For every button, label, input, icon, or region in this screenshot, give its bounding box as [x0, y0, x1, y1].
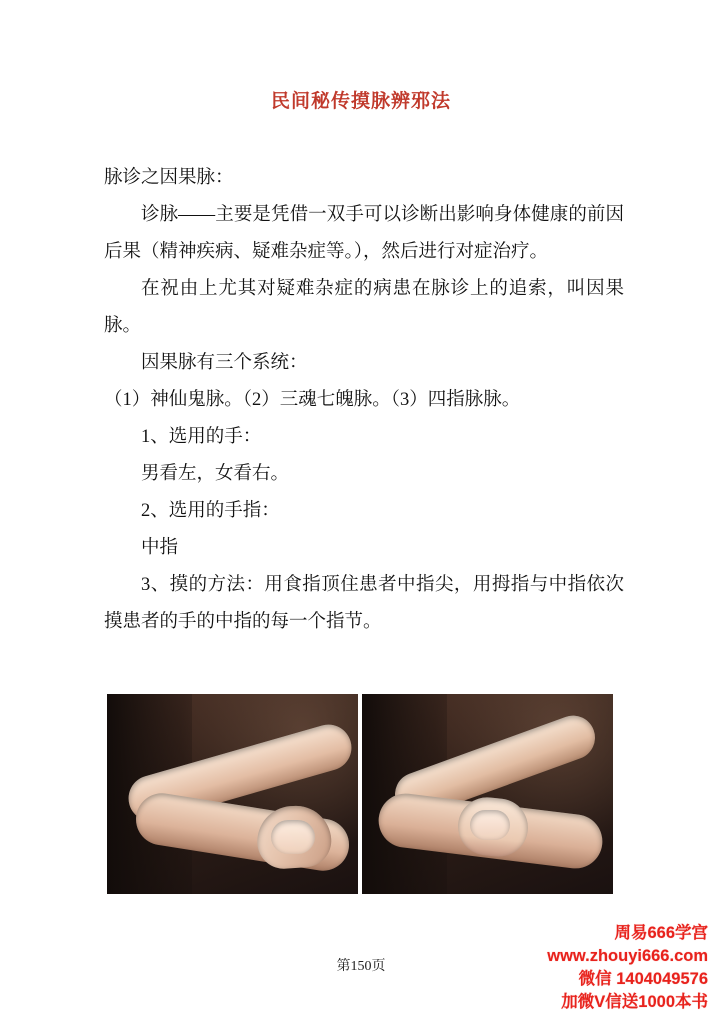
paragraph-6: 1、选用的手：: [141, 427, 262, 447]
watermark-line-website: www.zhouyi666.com: [547, 947, 708, 965]
watermark: [547, 922, 708, 1014]
page-title: 民间秘传摸脉辨邪法: [270, 91, 451, 112]
paragraph-4: 因果脉有三个系统：: [141, 353, 308, 373]
fingernail-right: [470, 810, 510, 840]
paragraph-7: 男看左，女看右。: [141, 464, 290, 484]
illustration-figure: [107, 694, 613, 894]
paragraph-3: 在祝由上尤其对疑难杂症的病患在脉诊上的追索，叫因果脉。: [104, 279, 624, 336]
paragraph-1: 脉诊之因果脉：: [104, 168, 234, 188]
hand-pulse-demo-photo-right: [362, 694, 613, 894]
paragraph-10: 3、摸的方法：用食指顶住患者中指尖，用拇指与中指依次摸患者的手的中指的每一个指节。: [104, 575, 624, 632]
fingernail-left: [271, 820, 315, 854]
paragraph-9: 中指: [141, 538, 179, 558]
watermark-line-promo: 加微V信送1000本书: [561, 993, 708, 1011]
watermark-line-brand: 周易666学宫: [614, 924, 708, 942]
watermark-line-wechat: 微信 1404049576: [578, 970, 708, 988]
document-body: [104, 160, 624, 641]
paragraph-2: 诊脉——主要是凭借一双手可以诊断出影响身体健康的前因后果（精神疾病、疑难杂症等。），然后进行对症治疗。: [104, 205, 624, 262]
paragraph-8: 2、选用的手指：: [141, 501, 280, 521]
page-number: 第150页: [336, 959, 386, 974]
hand-pulse-demo-photo-left: [107, 694, 358, 894]
paragraph-5: （1）神仙鬼脉。（2）三魂七魄脉。（3）四指脉脉。: [104, 390, 521, 410]
